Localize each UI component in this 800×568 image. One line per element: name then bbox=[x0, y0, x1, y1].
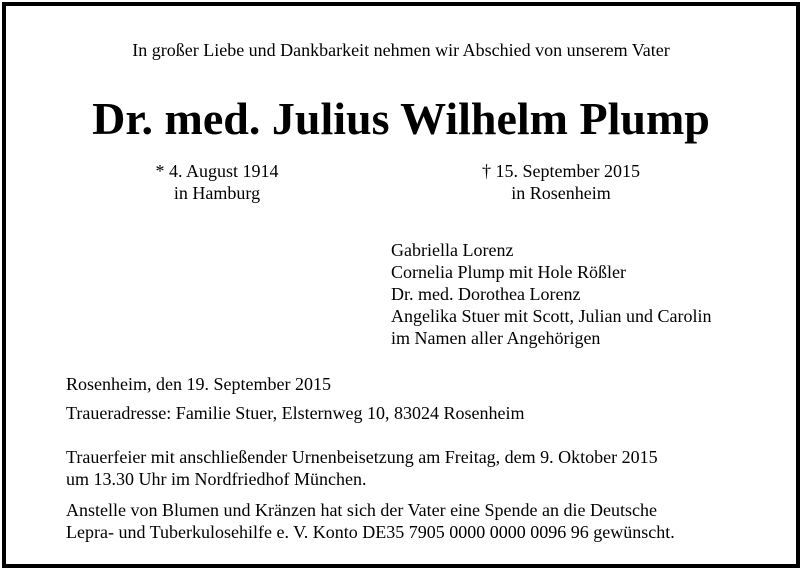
intro-text: In großer Liebe und Dankbarkeit nehmen wir Abschied von unserem Vater bbox=[132, 40, 670, 60]
obituary-notice bbox=[2, 2, 800, 568]
mourners-list bbox=[391, 239, 711, 349]
donation-line: Lepra- und Tuberkulosehilfe e. V. Konto DE35 7905 0000 0000 0096 96 gewünscht. bbox=[66, 522, 675, 542]
death-place: in Rosenheim bbox=[511, 183, 611, 203]
funeral-line: Trauerfeier mit anschließender Urnenbeisetzung am Freitag, dem 9. Oktober 2015 bbox=[66, 447, 658, 467]
mourner-line: Cornelia Plump mit Hole Rößler bbox=[391, 262, 626, 282]
deceased-name: Dr. med. Julius Wilhelm Plump bbox=[92, 93, 710, 144]
mourner-line: im Namen aller Angehörigen bbox=[391, 328, 601, 348]
mourner-line: Gabriella Lorenz bbox=[391, 240, 514, 260]
mourner-line: Dr. med. Dorothea Lorenz bbox=[391, 284, 581, 304]
donation-line: Anstelle von Blumen und Kränzen hat sich der Vater eine Spende an die Deutsche bbox=[66, 500, 657, 520]
mourner-line: Angelika Stuer mit Scott, Julian und Carolin bbox=[391, 306, 712, 326]
donation-info bbox=[66, 499, 675, 543]
death-info bbox=[456, 160, 666, 204]
birth-date: * 4. August 1914 bbox=[155, 161, 279, 181]
birth-info bbox=[112, 160, 322, 204]
funeral-line: um 13.30 Uhr im Nordfriedhof München. bbox=[66, 469, 367, 489]
place-date: Rosenheim, den 19. September 2015 bbox=[66, 374, 331, 394]
birth-place: in Hamburg bbox=[173, 183, 261, 203]
mourning-address: Traueradresse: Familie Stuer, Elsternweg 10, 83024 Rosenheim bbox=[66, 403, 525, 423]
death-date: † 15. September 2015 bbox=[482, 161, 640, 181]
funeral-info bbox=[66, 446, 658, 490]
